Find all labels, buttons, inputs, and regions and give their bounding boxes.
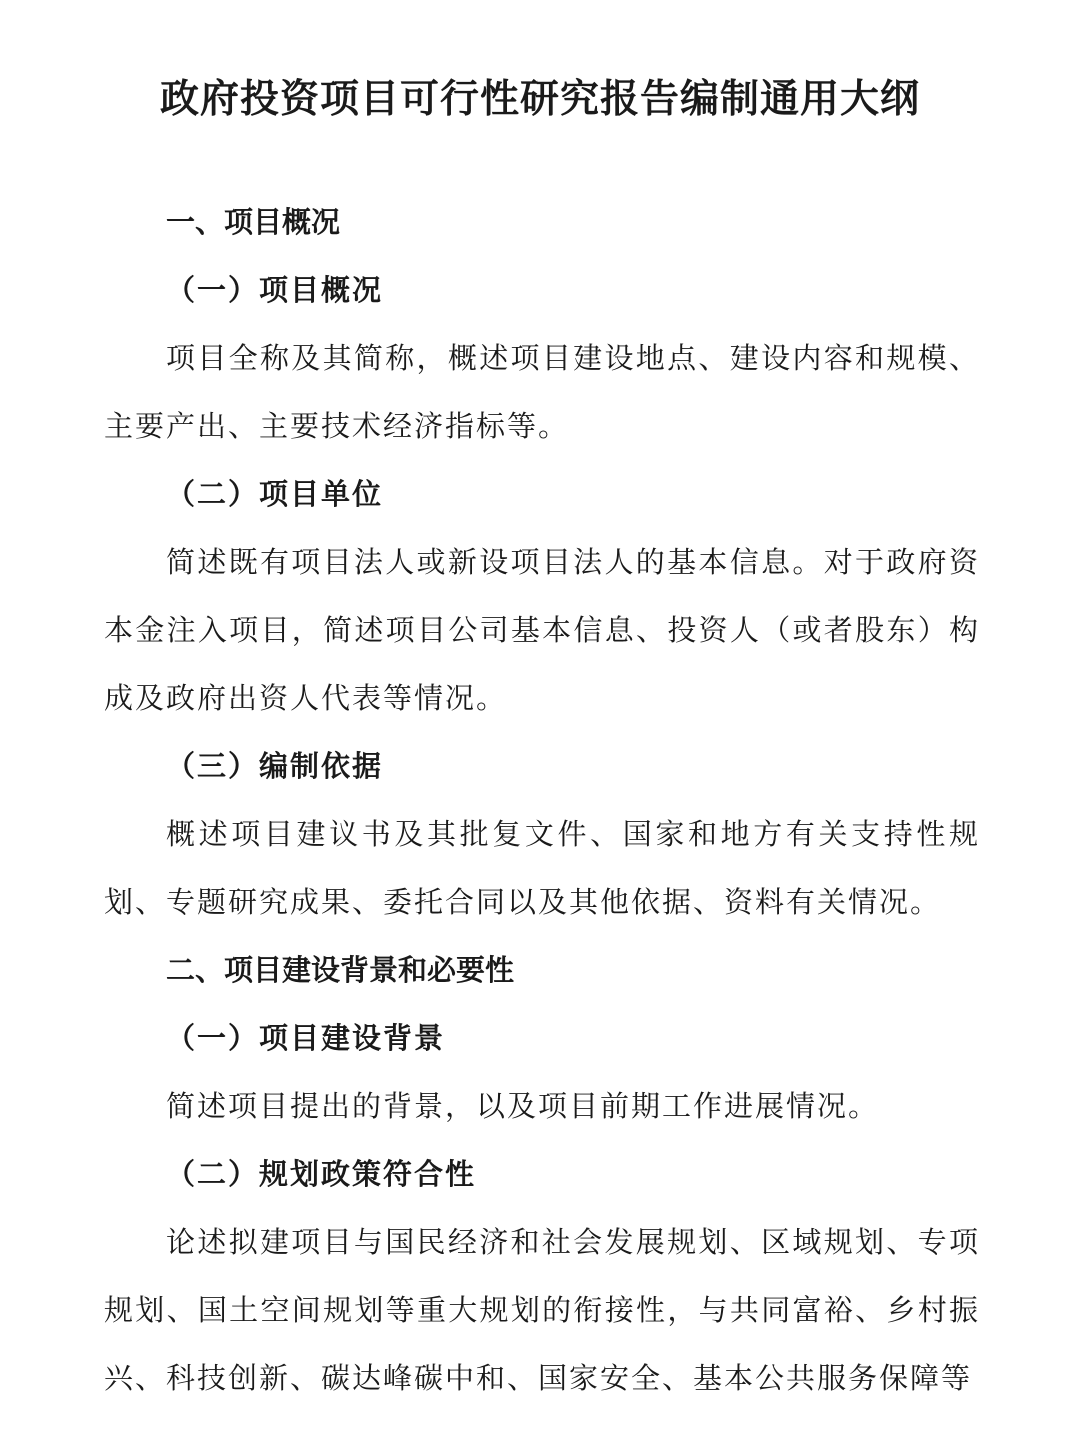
section-2-1-heading: （一）项目建设背景: [166, 1021, 446, 1055]
section-2-heading: 二、项目建设背景和必要性: [166, 953, 515, 987]
document-title: 政府投资项目可行性研究报告编制通用大纲: [159, 77, 920, 122]
document-body: [104, 188, 980, 1412]
section-2-2-paragraph: 论述拟建项目与国民经济和社会发展规划、区域规划、专项规划、国土空间规划等重大规划的衔接性，与共同富裕、乡村振兴、科技创新、碳达峰碳中和、国家安全、基本公共服务保障等: [104, 1225, 980, 1395]
section-2-1-paragraph: 简述项目提出的背景，以及项目前期工作进展情况。: [166, 1089, 880, 1123]
section-1-1-heading: （一）项目概况: [166, 273, 384, 307]
section-1-2-heading: （二）项目单位: [166, 477, 384, 511]
section-2-2-heading: （二）规划政策符合性: [166, 1157, 477, 1191]
section-1-heading: 一、项目概况: [166, 205, 341, 239]
section-1-3-heading: （三）编制依据: [166, 749, 384, 783]
section-1-3-paragraph: 概述项目建议书及其批复文件、国家和地方有关支持性规划、专题研究成果、委托合同以及其他依据、资料有关情况。: [104, 817, 980, 919]
section-1-1-paragraph: 项目全称及其简称，概述项目建设地点、建设内容和规模、主要产出、主要技术经济指标等。: [104, 341, 980, 443]
section-1-2-paragraph: 简述既有项目法人或新设项目法人的基本信息。对于政府资本金注入项目，简述项目公司基本信息、投资人（或者股东）构成及政府出资人代表等情况。: [104, 545, 980, 715]
